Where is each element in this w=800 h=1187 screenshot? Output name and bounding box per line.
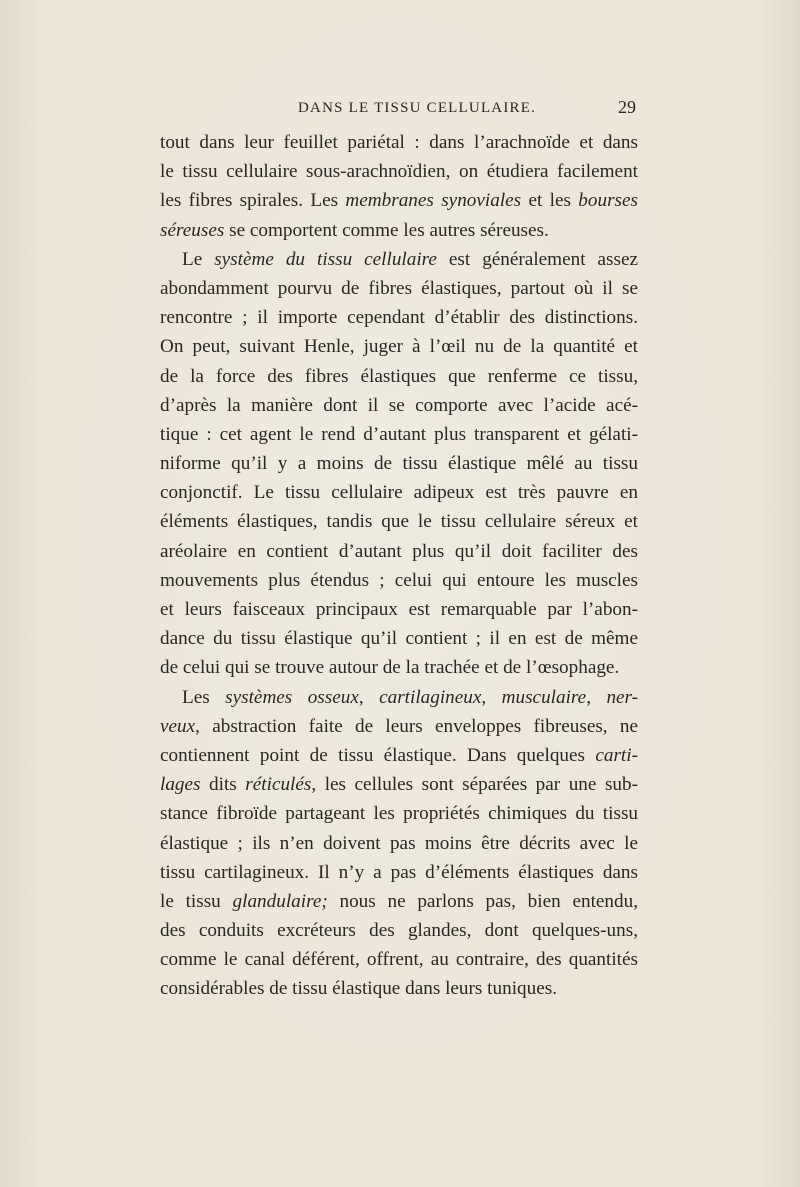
text-segment: , bbox=[358, 686, 380, 708]
text-line bbox=[160, 274, 638, 303]
text-segment: aréolaire en contient d’autant plus qu’il doit faciliter des bbox=[160, 540, 638, 562]
text-line bbox=[160, 799, 638, 828]
text-line bbox=[160, 974, 638, 1003]
text-segment: dance du tissu élastique qu’il contient ; il en est de même bbox=[160, 628, 638, 650]
italic-segment: membranes synoviales bbox=[345, 190, 522, 212]
text-line bbox=[160, 683, 638, 712]
text-line bbox=[160, 245, 638, 274]
text-line bbox=[160, 566, 638, 595]
text-line bbox=[160, 595, 638, 624]
text-line bbox=[160, 303, 638, 332]
text-segment: est généralement assez bbox=[436, 248, 638, 270]
text-line bbox=[160, 741, 638, 770]
text-line bbox=[160, 420, 638, 449]
text-line bbox=[160, 887, 638, 916]
body-text bbox=[160, 128, 638, 1004]
text-segment: abondamment pourvu de fibres élastiques, partout où il se bbox=[160, 277, 638, 299]
text-segment: nous ne parlons pas, bien entendu, bbox=[327, 890, 638, 912]
text-segment: dits bbox=[200, 774, 246, 796]
text-line bbox=[160, 916, 638, 945]
text-segment: des conduits excréteurs des glandes, dont quelques-uns, bbox=[160, 920, 638, 942]
text-line bbox=[160, 332, 638, 361]
text-segment: considérables de tissu élastique dans leurs tuniques. bbox=[160, 978, 557, 1000]
text-segment: conjonctif. Le tissu cellulaire adipeux est très pauvre en bbox=[160, 482, 638, 504]
italic-segment: réticulés bbox=[245, 774, 312, 796]
page-number: 29 bbox=[618, 97, 636, 117]
text-line bbox=[160, 507, 638, 536]
text-line bbox=[160, 362, 638, 391]
italic-segment: lages bbox=[160, 774, 201, 796]
text-segment: le tissu cellulaire sous-arachnoïdien, on étudiera facilement bbox=[160, 161, 638, 183]
text-line bbox=[160, 391, 638, 420]
text-line bbox=[160, 770, 638, 799]
text-segment: éléments élastiques, tandis que le tissu cellulaire séreux et bbox=[160, 511, 638, 533]
italic-segment: carti- bbox=[595, 744, 638, 766]
text-line bbox=[160, 945, 638, 974]
text-segment: mouvements plus étendus ; celui qui entoure les muscles bbox=[160, 569, 638, 591]
text-segment: tissu cartilagineux. Il n’y a pas d’éléments élastiques dans bbox=[160, 861, 638, 883]
italic-segment: ner- bbox=[606, 686, 639, 708]
running-title: DANS LE TISSU CELLULAIRE. bbox=[298, 100, 537, 116]
text-line bbox=[160, 858, 638, 887]
italic-segment: glandulaire; bbox=[232, 890, 328, 912]
text-segment: contiennent point de tissu élastique. Dans quelques bbox=[160, 744, 596, 766]
text-segment: d’après la manière dont il se comporte avec l’acide acé- bbox=[160, 394, 638, 416]
text-segment: et les bbox=[521, 190, 579, 212]
text-line bbox=[160, 157, 638, 186]
text-segment: tout dans leur feuillet pariétal : dans l’arachnoïde et dans bbox=[160, 132, 638, 153]
text-line bbox=[160, 624, 638, 653]
text-line bbox=[160, 186, 638, 215]
text-segment: comme le canal déférent, offrent, au contraire, des quantités bbox=[160, 949, 638, 971]
italic-segment: séreuses bbox=[160, 219, 225, 241]
text-segment: stance fibroïde partageant les propriétés chimiques du tissu bbox=[160, 803, 638, 825]
text-segment: élastique ; ils n’en doivent pas moins être décrits avec le bbox=[160, 832, 638, 854]
text-segment: se comportent comme les autres séreuses. bbox=[224, 219, 549, 241]
text-segment: , les cellules sont séparées par une sub- bbox=[311, 774, 638, 796]
text-segment: rencontre ; il importe cependant d’établir des distinctions. bbox=[160, 307, 638, 329]
text-segment: et leurs faisceaux principaux est remarquable par l’abon- bbox=[160, 599, 638, 620]
text-line bbox=[160, 478, 638, 507]
text-segment: de la force des fibres élastiques que renferme ce tissu, bbox=[160, 365, 638, 387]
text-line bbox=[160, 537, 638, 566]
italic-segment: systèmes osseux bbox=[225, 686, 359, 708]
text-line bbox=[160, 128, 638, 157]
text-line bbox=[160, 829, 638, 858]
text-segment: On peut, suivant Henle, juger à l’œil nu de la quantité et bbox=[160, 336, 638, 358]
italic-segment: bourses bbox=[578, 190, 638, 212]
text-line bbox=[160, 449, 638, 478]
text-segment: Les bbox=[182, 686, 226, 708]
italic-segment: musculaire bbox=[501, 686, 587, 708]
text-line bbox=[160, 653, 638, 682]
italic-segment: cartilagineux bbox=[379, 686, 482, 708]
text-segment: niforme qu’il y a moins de tissu élastique mêlé au tissu bbox=[160, 453, 638, 475]
text-segment: les fibres spirales. Les bbox=[160, 190, 346, 212]
text-segment: tique : cet agent le rend d’autant plus transparent et gélati- bbox=[160, 423, 638, 445]
text-segment: de celui qui se trouve autour de la trachée et de l’œsophage. bbox=[160, 657, 620, 679]
text-segment: le tissu bbox=[160, 890, 233, 912]
running-head bbox=[160, 97, 636, 126]
italic-segment: système du tissu cellulaire bbox=[214, 248, 437, 270]
text-segment: , bbox=[481, 686, 502, 708]
text-segment: , abstraction faite de leurs enveloppes fibreuses, ne bbox=[195, 715, 638, 737]
text-line bbox=[160, 216, 638, 245]
text-segment: , bbox=[586, 686, 607, 708]
text-segment: Le bbox=[182, 248, 215, 270]
text-line bbox=[160, 712, 638, 741]
italic-segment: veux bbox=[160, 715, 196, 737]
